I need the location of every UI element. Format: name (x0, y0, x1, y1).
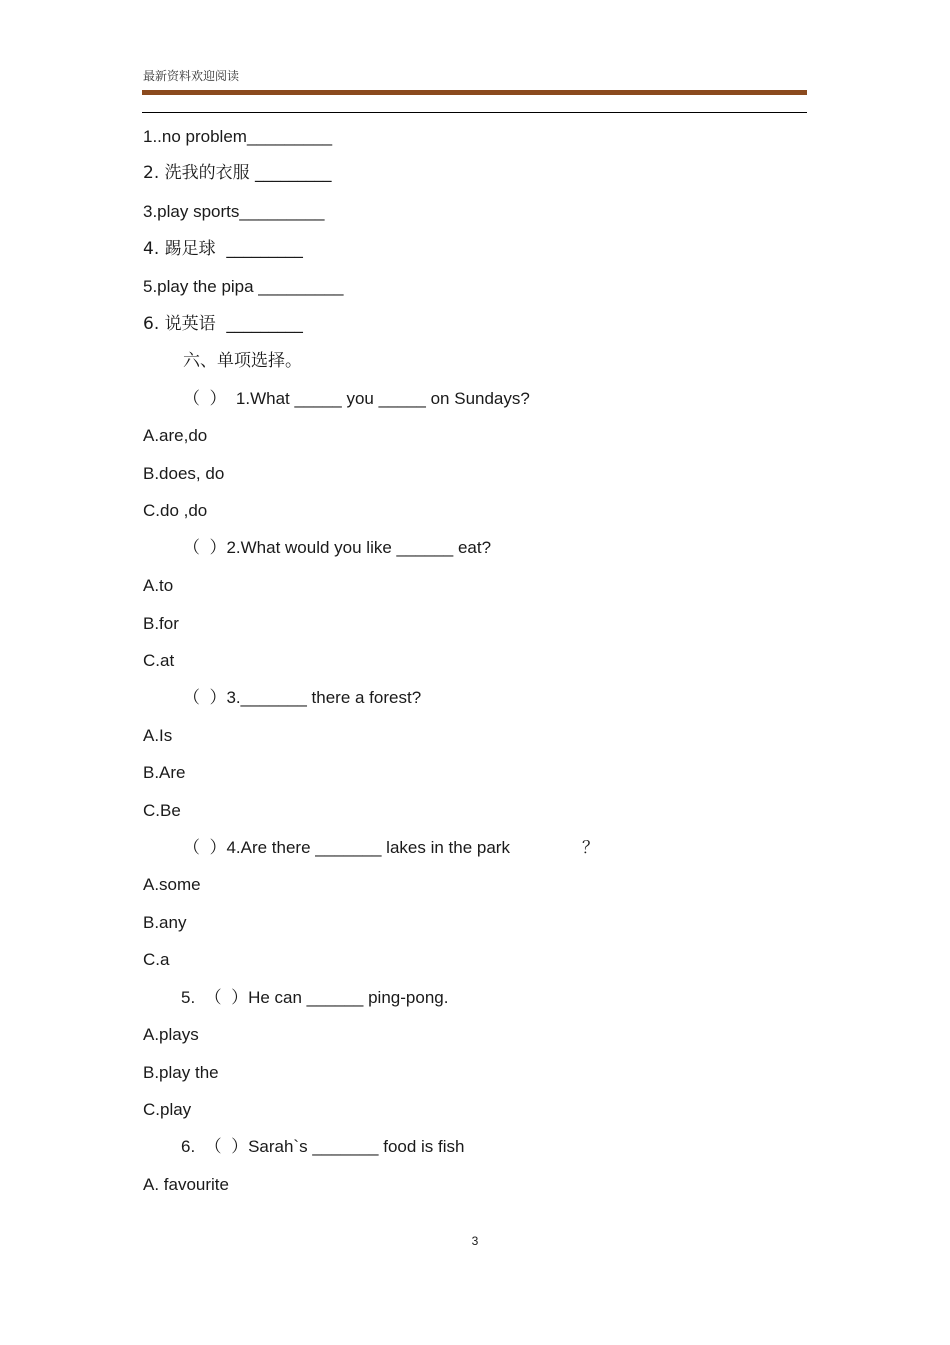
question-1-option-c: C.do ,do (143, 501, 208, 520)
question-1-stem: （ ） 1.What _____ you _____ on Sundays? (183, 389, 530, 408)
question-2-option-b: B.for (143, 614, 179, 633)
question-3-stem: （ ）3._______ there a forest? (183, 688, 422, 707)
question-3-option-a: A.Is (143, 726, 173, 745)
fill-in-item-2: 2. 洗我的衣服 _________ (143, 163, 332, 183)
question-2-stem: （ ）2.What would you like ______ eat? (183, 538, 492, 557)
question-3-option-b: B.Are (143, 763, 186, 782)
question-5-stem: 5. （ ）He can ______ ping-pong. (181, 988, 449, 1007)
page-number: 3 (471, 1234, 479, 1248)
question-4-option-a: A.some (143, 875, 201, 894)
question-2-option-a: A.to (143, 576, 174, 595)
fill-in-item-4: 4. 踢足球 _________ (143, 239, 303, 259)
question-2-option-c: C.at (143, 651, 175, 670)
question-4-stem-tail: ？ (582, 838, 599, 858)
header-rule-thin (142, 112, 807, 113)
question-5-option-a: A.plays (143, 1025, 199, 1044)
question-1-option-b: B.does, do (143, 464, 225, 483)
fill-in-item-1: 1..no problem_________ (143, 127, 333, 146)
question-4-stem: （ ）4.Are there _______ lakes in the park (183, 838, 510, 857)
question-4-option-c: C.a (143, 950, 170, 969)
page-header-title: 最新资料欢迎阅读 (143, 69, 240, 83)
question-6-stem: 6. （ ）Sarah`s _______ food is fish (181, 1137, 465, 1156)
fill-in-item-5: 5.play the pipa _________ (143, 277, 344, 296)
question-1-option-a: A.are,do (143, 426, 208, 445)
fill-in-item-3: 3.play sports_________ (143, 202, 325, 221)
section-title: 六、单项选择。 (183, 351, 302, 371)
question-4-option-b: B.any (143, 913, 187, 932)
question-5-option-c: C.play (143, 1100, 192, 1119)
question-6-option-a: A. favourite (143, 1175, 229, 1194)
question-5-option-b: B.play the (143, 1063, 219, 1082)
fill-in-item-6: 6. 说英语 _________ (143, 314, 303, 334)
header-rule-thick (142, 90, 807, 95)
question-3-option-c: C.Be (143, 801, 181, 820)
